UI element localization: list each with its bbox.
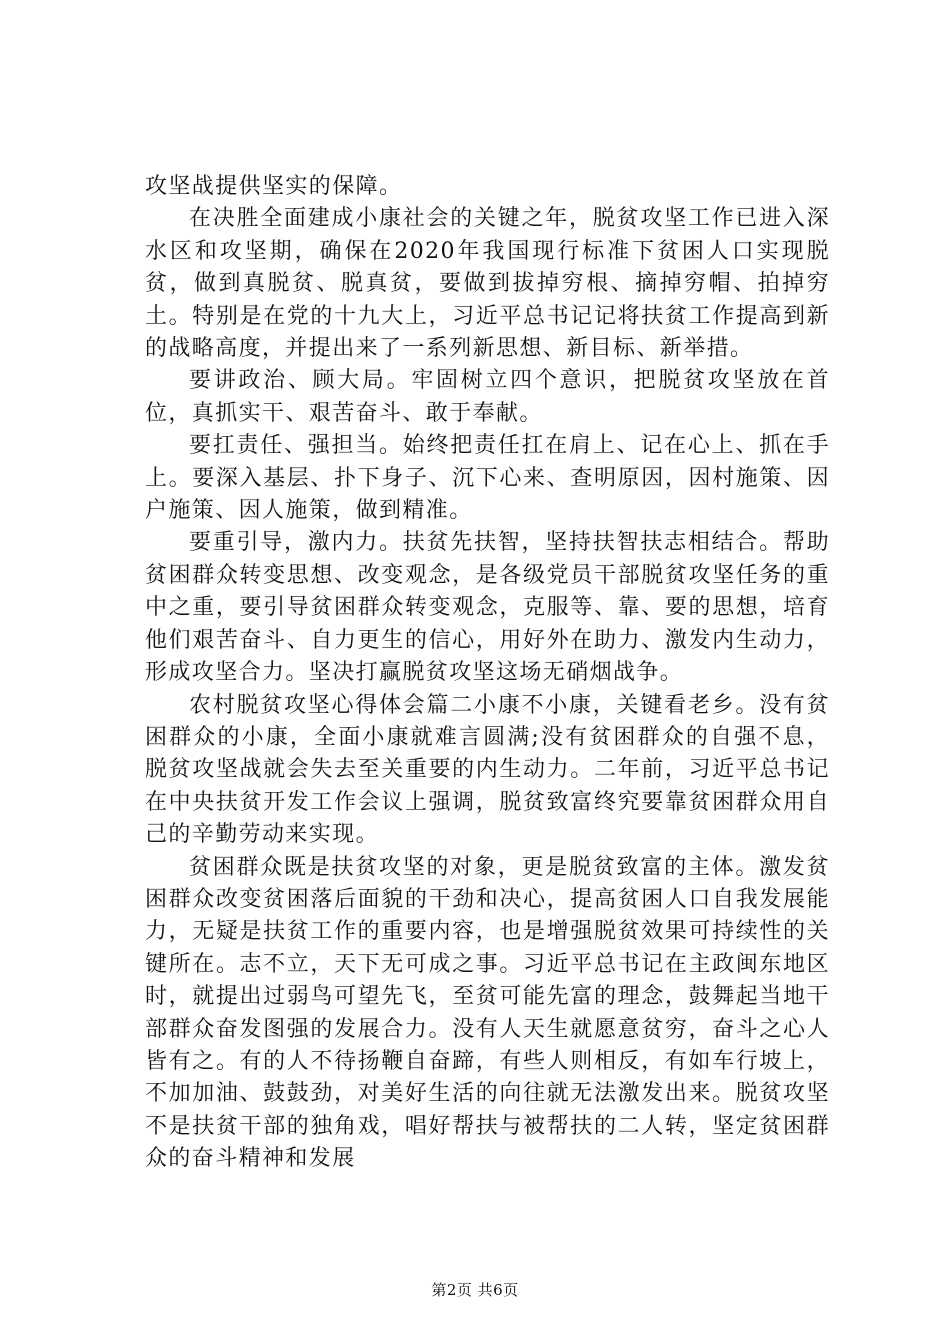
paragraph: 农村脱贫攻坚心得体会篇二小康不小康，关键看老乡。没有贫困群众的小康，全面小康就难言圆满;没有贫困群众的自强不息，脱贫攻坚战就会失去至关重要的内生动力。二年前，习近平总书记在中央扶贫开发工作会议上强调，脱贫致富终究要靠贫困群众用自己的辛勤劳动来实现。: [145, 692, 830, 848]
paragraph-continuation: 攻坚战提供坚实的保障。: [145, 174, 403, 199]
page-number-footer: 第2页 共6页: [431, 1281, 519, 1299]
paragraph: 在决胜全面建成小康社会的关键之年，脱贫攻坚工作已进入深水区和攻坚期，确保在2020年我国现行标准下贫困人口实现脱贫，做到真脱贫、脱真贫，要做到拔掉穷根、摘掉穷帽、拍掉穷土。特别是在党的十九大上，习近平总书记记将扶贫工作提高到新的战略高度，并提出来了一系列新思想、新目标、新举措。: [145, 206, 830, 362]
paragraph: 要扛责任、强担当。始终把责任扛在肩上、记在心上、抓在手上。要深入基层、扑下身子、沉下心来、查明原因，因村施策、因户施策、因人施策，做到精准。: [145, 433, 830, 524]
document-body: [145, 171, 830, 1176]
paragraph: 要讲政治、顾大局。牢固树立四个意识，把脱贫攻坚放在首位，真抓实干、艰苦奋斗、敢于奉献。: [145, 368, 830, 426]
paragraph: 贫困群众既是扶贫攻坚的对象，更是脱贫致富的主体。激发贫困群众改变贫困落后面貌的干劲和决心，提高贫困人口自我发展能力，无疑是扶贫工作的重要内容，也是增强脱贫效果可持续性的关键所在。志不立，天下无可成之事。习近平总书记在主政闽东地区时，就提出过弱鸟可望先飞，至贫可能先富的理念，鼓舞起当地干部群众奋发图强的发展合力。没有人天生就愿意贫穷，奋斗之心人皆有之。有的人不待扬鞭自奋蹄，有些人则相反，有如车行坡上，不加加油、鼓鼓劲，对美好生活的向往就无法激发出来。脱贫攻坚不是扶贫干部的独角戏，唱好帮扶与被帮扶的二人转，坚定贫困群众的奋斗精神和发展: [145, 854, 830, 1172]
paragraph: 要重引导，激内力。扶贫先扶智，坚持扶智扶志相结合。帮助贫困群众转变思想、改变观念，是各级党员干部脱贫攻坚任务的重中之重，要引导贫困群众转变观念，克服等、靠、要的思想，培育他们艰苦奋斗、自力更生的信心，用好外在助力、激发内生动力，形成攻坚合力。坚决打赢脱贫攻坚这场无硝烟战争。: [145, 530, 830, 686]
